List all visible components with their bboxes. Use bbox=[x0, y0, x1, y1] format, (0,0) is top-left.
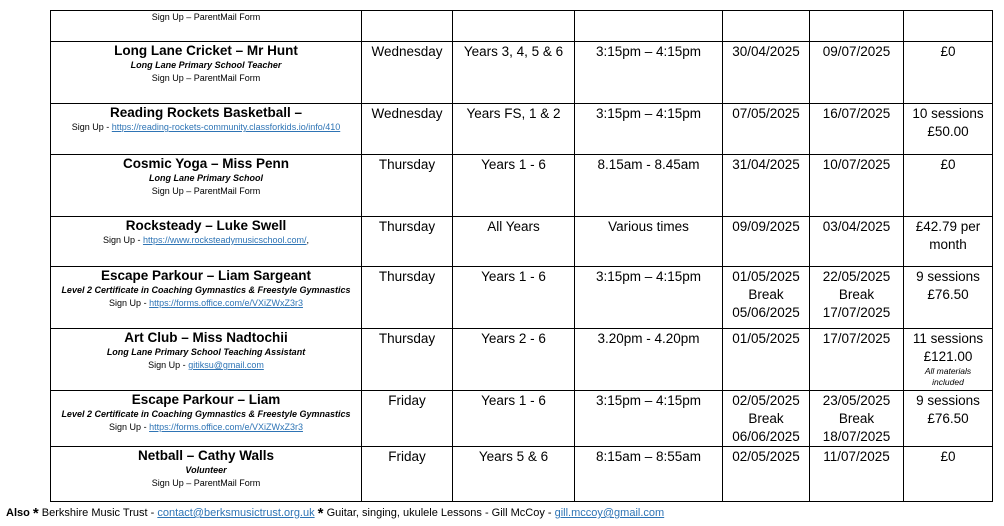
table-row bbox=[51, 155, 993, 217]
start-date-line: 30/04/2025 bbox=[732, 44, 800, 59]
club-cell bbox=[51, 104, 362, 155]
club-name: Art Club – Miss Nadtochii bbox=[124, 330, 288, 345]
club-cell bbox=[51, 11, 362, 42]
club-cell bbox=[51, 391, 362, 447]
fee-note: included bbox=[932, 377, 964, 387]
years-cell: Years 3, 4, 5 & 6 bbox=[453, 42, 575, 104]
lessons-label: Guitar, singing, ukulele Lessons - Gill McCoy - bbox=[323, 507, 555, 519]
club-subtitle: Volunteer bbox=[185, 465, 227, 475]
end-date-line: 16/07/2025 bbox=[822, 106, 891, 121]
signup-text bbox=[54, 121, 358, 134]
start-date-cell bbox=[723, 391, 810, 447]
time-cell: 3:15pm – 4:15pm bbox=[575, 104, 723, 155]
signup-prefix: Sign Up - bbox=[109, 422, 150, 432]
start-date-line: 31/04/2025 bbox=[732, 157, 800, 172]
time-cell: 3.20pm - 4.20pm bbox=[575, 329, 723, 391]
start-date-line: 06/06/2025 bbox=[732, 429, 800, 444]
signup-text bbox=[54, 185, 358, 198]
start-date-cell bbox=[723, 42, 810, 104]
time-cell: 3:15pm – 4:15pm bbox=[575, 42, 723, 104]
club-subtitle: Level 2 Certificate in Coaching Gymnastics & Freestyle Gymnastics bbox=[61, 409, 351, 419]
signup-link[interactable]: https://forms.office.com/e/VXiZWxZ3r3 bbox=[149, 298, 303, 308]
day-cell: Wednesday bbox=[362, 104, 453, 155]
start-date-cell bbox=[723, 329, 810, 391]
time-cell: 8:15am – 8:55am bbox=[575, 447, 723, 502]
club-cell bbox=[51, 267, 362, 329]
end-date-line: 22/05/2025 bbox=[822, 269, 891, 284]
table-row bbox=[51, 217, 993, 267]
years-cell: Years 5 & 6 bbox=[453, 447, 575, 502]
years-cell: Years 1 - 6 bbox=[453, 155, 575, 217]
fee-line: £76.50 bbox=[927, 287, 969, 302]
table-row bbox=[51, 329, 993, 391]
fee-cell bbox=[904, 217, 993, 267]
start-date-line: 02/05/2025 bbox=[732, 393, 800, 408]
table-row bbox=[51, 267, 993, 329]
day-cell: Friday bbox=[362, 447, 453, 502]
end-date-line: 23/05/2025 bbox=[822, 393, 891, 408]
footer-note bbox=[6, 505, 664, 522]
fee-line: 10 sessions bbox=[912, 106, 984, 121]
table-row bbox=[51, 104, 993, 155]
start-date-cell bbox=[723, 104, 810, 155]
signup-text bbox=[54, 477, 358, 490]
bullet-star: * bbox=[32, 505, 39, 522]
end-date-cell bbox=[810, 329, 904, 391]
fee-line: 11 sessions bbox=[912, 331, 984, 346]
end-date-cell bbox=[810, 155, 904, 217]
time-cell: 8.15am - 8.45am bbox=[575, 155, 723, 217]
signup-text bbox=[54, 421, 358, 434]
fee-line: £121.00 bbox=[923, 349, 973, 364]
start-date-line: Break bbox=[748, 287, 784, 302]
signup-link[interactable]: https://forms.office.com/e/VXiZWxZ3r3 bbox=[149, 422, 303, 432]
end-date-line: 18/07/2025 bbox=[822, 429, 891, 444]
end-date-cell bbox=[810, 267, 904, 329]
day-cell: Friday bbox=[362, 391, 453, 447]
signup-text bbox=[54, 359, 358, 372]
club-name: Cosmic Yoga – Miss Penn bbox=[122, 156, 290, 171]
years-cell: Years 2 - 6 bbox=[453, 329, 575, 391]
fee-line: month bbox=[929, 237, 967, 252]
signup-prefix: Sign Up - bbox=[109, 298, 150, 308]
day-cell: Wednesday bbox=[362, 42, 453, 104]
lessons-email-link[interactable]: gill.mccoy@gmail.com bbox=[554, 507, 665, 519]
end-date-line: 03/04/2025 bbox=[822, 219, 891, 234]
club-cell bbox=[51, 155, 362, 217]
years-cell: Years 1 - 6 bbox=[453, 267, 575, 329]
fee-cell bbox=[904, 447, 993, 502]
day-cell: Thursday bbox=[362, 329, 453, 391]
end-date-cell bbox=[810, 42, 904, 104]
fee-cell bbox=[904, 104, 993, 155]
start-date-cell bbox=[723, 267, 810, 329]
fee-line: 9 sessions bbox=[916, 269, 980, 284]
end-date-line: Break bbox=[838, 287, 875, 302]
club-name: Netball – Cathy Walls bbox=[137, 448, 275, 463]
start-date-line: 02/05/2025 bbox=[732, 449, 800, 464]
start-date-cell bbox=[723, 155, 810, 217]
fee-line: £42.79 per bbox=[915, 219, 981, 234]
fee-cell bbox=[904, 329, 993, 391]
club-cell bbox=[51, 42, 362, 104]
day-cell: Thursday bbox=[362, 217, 453, 267]
club-subtitle: Level 2 Certificate in Coaching Gymnastics & Freestyle Gymnastics bbox=[61, 285, 351, 295]
start-date-cell bbox=[723, 447, 810, 502]
time-cell: Various times bbox=[575, 217, 723, 267]
club-name: Escape Parkour – Liam Sargeant bbox=[100, 268, 312, 283]
fee-cell bbox=[904, 155, 993, 217]
start-date-line: Break bbox=[748, 411, 784, 426]
signup-prefix: Sign Up - bbox=[102, 235, 143, 245]
signup-text bbox=[54, 72, 358, 85]
years-cell: All Years bbox=[453, 217, 575, 267]
start-date-line: 01/05/2025 bbox=[732, 331, 800, 346]
end-date-line: 11/07/2025 bbox=[823, 449, 890, 464]
start-date-cell bbox=[723, 217, 810, 267]
table-row bbox=[51, 42, 993, 104]
table-row bbox=[51, 391, 993, 447]
day-cell: Thursday bbox=[362, 267, 453, 329]
end-date-cell bbox=[810, 447, 904, 502]
fee-line: £0 bbox=[940, 449, 956, 464]
signup-text bbox=[54, 297, 358, 310]
music-trust-email-link[interactable]: contact@berksmusictrust.org.uk bbox=[157, 507, 315, 519]
start-date-line: 01/05/2025 bbox=[732, 269, 800, 284]
club-subtitle: Long Lane Primary School bbox=[148, 173, 264, 183]
fee-line: £76.50 bbox=[927, 411, 969, 426]
end-date-cell bbox=[810, 104, 904, 155]
table-row bbox=[51, 11, 993, 42]
end-date-line: 09/07/2025 bbox=[822, 44, 891, 59]
end-date-line: 17/07/2025 bbox=[822, 305, 891, 320]
end-date-line: 17/07/2025 bbox=[822, 331, 891, 346]
time-cell: 3:15pm – 4:15pm bbox=[575, 267, 723, 329]
end-date-line: Break bbox=[838, 411, 875, 426]
end-date-line: 10/07/2025 bbox=[822, 157, 891, 172]
start-date-line: 07/05/2025 bbox=[732, 106, 800, 121]
bullet-star: * bbox=[317, 505, 324, 522]
club-subtitle: Long Lane Primary School Teacher bbox=[130, 60, 282, 70]
fee-cell bbox=[904, 391, 993, 447]
club-name: Rocksteady – Luke Swell bbox=[125, 218, 287, 233]
signup-prefix: Sign Up - bbox=[71, 122, 112, 132]
signup-link[interactable]: https://www.rocksteadymusicschool.com/ bbox=[142, 235, 307, 245]
club-subtitle: Long Lane Primary School Teaching Assistant bbox=[106, 347, 306, 357]
club-name: Reading Rockets Basketball – bbox=[109, 105, 303, 120]
table-row bbox=[51, 447, 993, 502]
club-cell bbox=[51, 217, 362, 267]
club-name: Long Lane Cricket – Mr Hunt bbox=[114, 43, 298, 58]
signup-link[interactable]: gitiksu@gmail.com bbox=[188, 360, 264, 370]
years-cell: Years 1 - 6 bbox=[453, 391, 575, 447]
fee-line: 9 sessions bbox=[916, 393, 980, 408]
signup-prefix: Sign Up – ParentMail Form bbox=[151, 478, 261, 488]
start-date-line: 09/09/2025 bbox=[732, 219, 800, 234]
signup-suffix: , bbox=[306, 235, 310, 245]
signup-prefix: Sign Up - bbox=[148, 360, 189, 370]
club-cell bbox=[51, 329, 362, 391]
footer-also: Also bbox=[6, 507, 30, 519]
music-trust-label: Berkshire Music Trust - bbox=[38, 507, 158, 519]
signup-prefix: Sign Up – ParentMail Form bbox=[151, 73, 261, 83]
end-date-cell bbox=[810, 391, 904, 447]
signup-text bbox=[54, 234, 358, 247]
clubs-table bbox=[50, 10, 993, 502]
signup-text: Sign Up – ParentMail Form bbox=[151, 12, 261, 22]
signup-link[interactable]: https://reading-rockets-community.classforkids.io/info/410 bbox=[111, 122, 341, 132]
years-cell: Years FS, 1 & 2 bbox=[453, 104, 575, 155]
start-date-line: 05/06/2025 bbox=[732, 305, 800, 320]
club-cell bbox=[51, 447, 362, 502]
fee-line: £0 bbox=[940, 157, 956, 172]
fee-note: All materials bbox=[924, 366, 972, 376]
fee-cell bbox=[904, 267, 993, 329]
time-cell: 3:15pm – 4:15pm bbox=[575, 391, 723, 447]
fee-cell bbox=[904, 42, 993, 104]
signup-prefix: Sign Up – ParentMail Form bbox=[151, 186, 261, 196]
fee-line: £0 bbox=[940, 44, 956, 59]
day-cell: Thursday bbox=[362, 155, 453, 217]
end-date-cell bbox=[810, 217, 904, 267]
fee-line: £50.00 bbox=[927, 124, 969, 139]
club-name: Escape Parkour – Liam bbox=[131, 392, 281, 407]
